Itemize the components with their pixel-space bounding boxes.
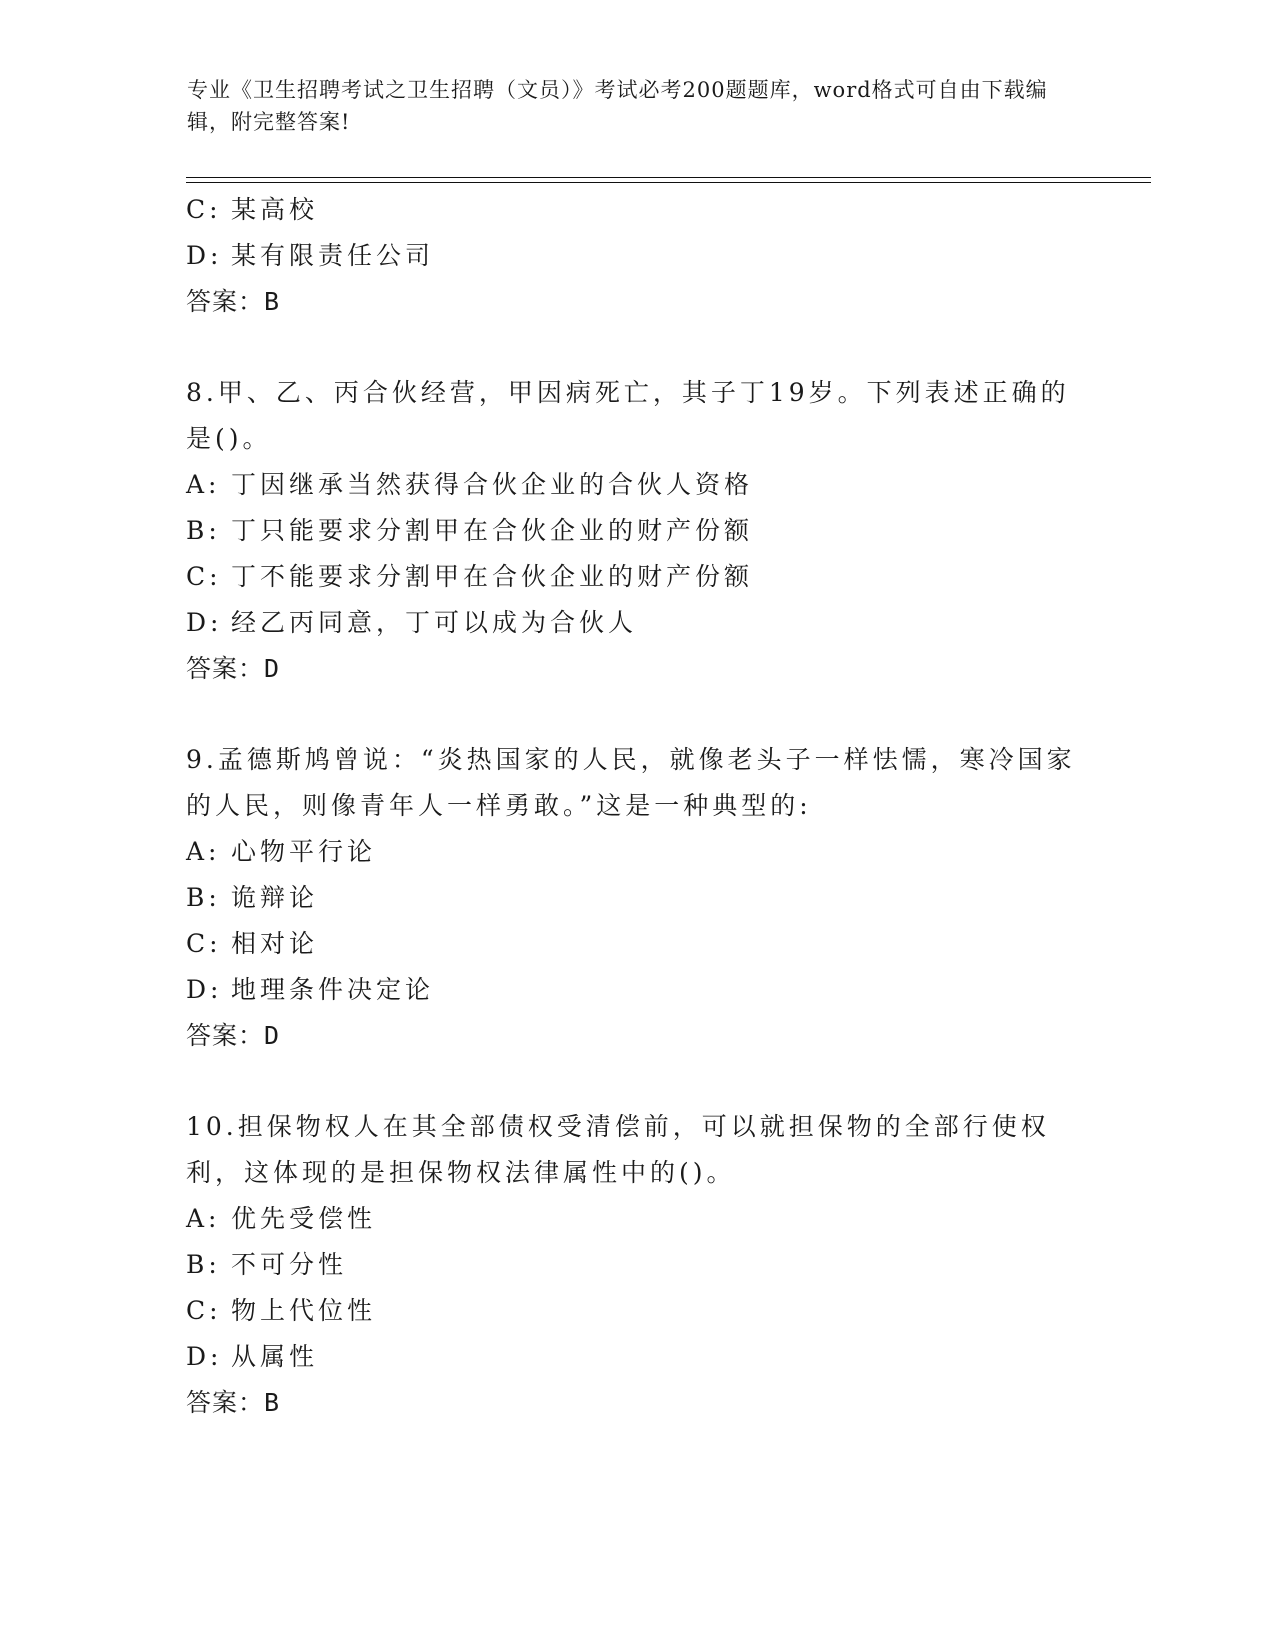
- page-header: 专业《卫生招聘考试之卫生招聘（文员）》考试必考200题题库，word格式可自由下载编辑，附完整答案!: [187, 78, 1048, 134]
- option-text: 心物平行论: [231, 837, 377, 866]
- question-spacer: [186, 325, 1086, 370]
- question-stem: 8.甲、乙、丙合伙经营，甲因病死亡，其子丁19岁。下列表述正确的是()。: [186, 378, 1070, 453]
- question-block-10: [186, 1104, 1086, 1426]
- option-c: [186, 554, 1086, 600]
- question-list: [186, 187, 1086, 1426]
- option-a: [186, 829, 1086, 875]
- option-d: [186, 600, 1086, 646]
- option-a: [186, 1196, 1086, 1242]
- answer-value: B: [264, 1388, 281, 1417]
- option-label: C:: [186, 195, 222, 224]
- answer-label: 答案：: [186, 287, 265, 316]
- option-text: 相对论: [231, 929, 319, 958]
- option-label: B:: [186, 1250, 221, 1279]
- option-c: [186, 1288, 1086, 1334]
- option-b: [186, 875, 1086, 921]
- option-text: 优先受偿性: [231, 1204, 377, 1233]
- option-text: 地理条件决定论: [231, 975, 435, 1004]
- answer-label: 答案：: [186, 1021, 265, 1050]
- question-block-partial: [186, 187, 1086, 325]
- option-text: 某高校: [231, 195, 319, 224]
- option-label: D:: [186, 241, 223, 270]
- option-c: [186, 921, 1086, 967]
- option-text: 丁只能要求分割甲在合伙企业的财产份额: [231, 516, 754, 545]
- option-label: B:: [186, 516, 221, 545]
- option-text: 丁因继承当然获得合伙企业的合伙人资格: [231, 470, 754, 499]
- option-text: 丁不能要求分割甲在合伙企业的财产份额: [231, 562, 754, 591]
- option-b: [186, 1242, 1086, 1288]
- option-label: A:: [186, 470, 221, 499]
- question-stem: 10.担保物权人在其全部债权受清偿前，可以就担保物的全部行使权利，这体现的是担保物权法律属性中的()。: [186, 1112, 1050, 1187]
- answer-label: 答案：: [186, 1388, 265, 1417]
- option-d: [186, 967, 1086, 1013]
- answer-line: [186, 1380, 1086, 1426]
- header-divider-top: [186, 177, 1151, 178]
- option-label: C:: [186, 1296, 222, 1325]
- option-text: 经乙丙同意，丁可以成为合伙人: [231, 608, 638, 637]
- header-divider-bottom: [186, 182, 1151, 183]
- option-label: D:: [186, 608, 223, 637]
- answer-line: [186, 279, 1086, 325]
- question-stem: 9.孟德斯鸠曾说：“炎热国家的人民，就像老头子一样怯懦，寒冷国家的人民，则像青年人一样勇敢。”这是一种典型的:: [186, 745, 1076, 820]
- answer-line: [186, 1013, 1086, 1059]
- option-d: [186, 1334, 1086, 1380]
- option-label: B:: [186, 883, 221, 912]
- question-block-8: [186, 370, 1086, 692]
- question-spacer: [186, 692, 1086, 737]
- option-label: C:: [186, 929, 222, 958]
- answer-value: D: [264, 654, 281, 683]
- option-label: D:: [186, 1342, 223, 1371]
- option-text: 某有限责任公司: [231, 241, 435, 270]
- option-text: 诡辩论: [231, 883, 319, 912]
- option-label: C:: [186, 562, 222, 591]
- answer-label: 答案：: [186, 654, 265, 683]
- option-label: A:: [186, 837, 221, 866]
- question-spacer: [186, 1059, 1086, 1104]
- answer-line: [186, 646, 1086, 692]
- option-label: D:: [186, 975, 223, 1004]
- option-text: 物上代位性: [231, 1296, 377, 1325]
- question-block-9: [186, 737, 1086, 1059]
- option-a: [186, 462, 1086, 508]
- answer-value: B: [264, 287, 281, 316]
- answer-value: D: [264, 1021, 281, 1050]
- option-b: [186, 508, 1086, 554]
- option-text: 不可分性: [231, 1250, 348, 1279]
- option-c: [186, 187, 1086, 233]
- option-text: 从属性: [231, 1342, 319, 1371]
- option-d: [186, 233, 1086, 279]
- option-label: A:: [186, 1204, 221, 1233]
